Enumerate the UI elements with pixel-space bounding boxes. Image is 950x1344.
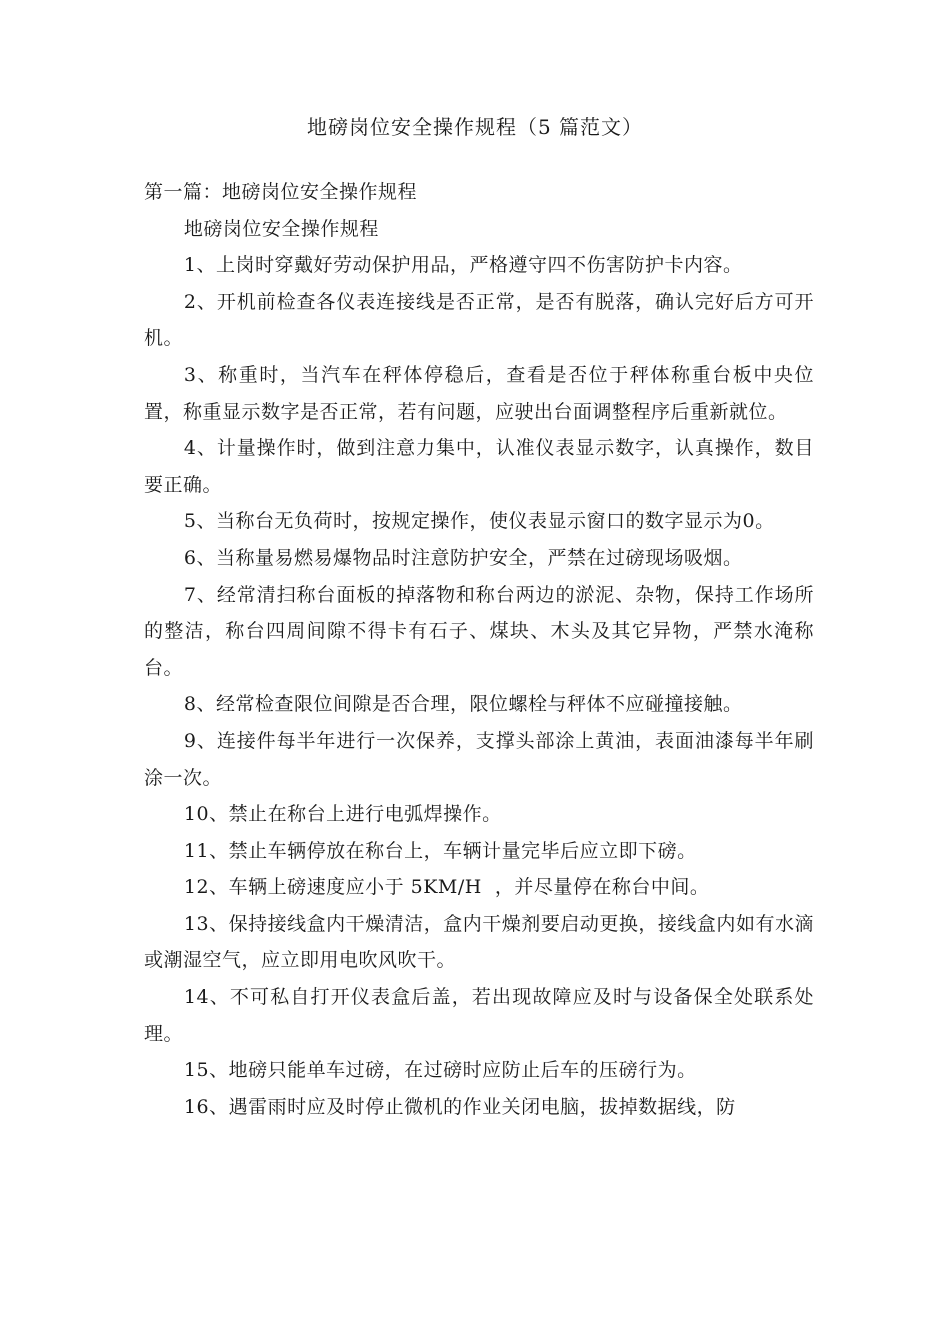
document-body — [144, 174, 814, 1125]
paragraph-6: 6、当称量易燃易爆物品时注意防护安全，严禁在过磅现场吸烟。 — [183, 546, 743, 569]
paragraph-14: 14、不可私自打开仪表盒后盖，若出现故障应及时与设备保全处联系处理。 — [144, 986, 814, 1045]
paragraph-12: 12、车辆上磅速度应小于 5KM/H ，并尽量停在称台中间。 — [183, 876, 710, 899]
paragraph-4: 4、计量操作时，做到注意力集中，认准仪表显示数字，认真操作，数目要正确。 — [144, 437, 814, 496]
paragraph-8: 8、经常检查限位间隙是否合理，限位螺栓与秤体不应碰撞接触。 — [183, 693, 743, 716]
section-heading: 第一篇：地磅岗位安全操作规程 — [144, 181, 418, 203]
paragraph-13: 13、保持接线盒内干燥清洁，盒内干燥剂要启动更换，接线盒内如有水滴或潮湿空气，应立即用电吹风吹干。 — [144, 912, 814, 972]
paragraph-2: 2、开机前检查各仪表连接线是否正常，是否有脱落，确认完好后方可开机。 — [144, 290, 814, 350]
paragraph-5: 5、当称台无负荷时，按规定操作，使仪表显示窗口的数字显示为0。 — [183, 510, 775, 533]
paragraph-7: 7、经常清扫称台面板的掉落物和称台两边的淤泥、杂物，保持工作场所的整洁，称台四周间隙不得卡有石子、煤块、木头及其它异物，严禁水淹称台。 — [144, 583, 814, 679]
paragraph-16: 16、遇雷雨时应及时停止微机的作业关闭电脑，拔掉数据线，防 — [183, 1095, 736, 1118]
document-title: 地磅岗位安全操作规程（5 篇范文） — [306, 115, 644, 139]
paragraph-10: 10、禁止在称台上进行电弧焊操作。 — [183, 803, 502, 826]
paragraph-3: 3、称重时，当汽车在秤体停稳后，查看是否位于秤体称重台板中央位置，称重显示数字是否正常，若有问题，应驶出台面调整程序后重新就位。 — [144, 363, 814, 423]
paragraph-15: 15、地磅只能单车过磅，在过磅时应防止后车的压磅行为。 — [183, 1059, 697, 1082]
paragraph-9: 9、连接件每半年进行一次保养，支撑头部涂上黄油，表面油漆每半年刷涂一次。 — [144, 729, 814, 789]
paragraph-1: 1、上岗时穿戴好劳动保护用品，严格遵守四不伤害防护卡内容。 — [183, 254, 743, 277]
section-subtitle: 地磅岗位安全操作规程 — [183, 217, 379, 240]
paragraph-11: 11、禁止车辆停放在称台上，车辆计量完毕后应立即下磅。 — [183, 839, 697, 862]
